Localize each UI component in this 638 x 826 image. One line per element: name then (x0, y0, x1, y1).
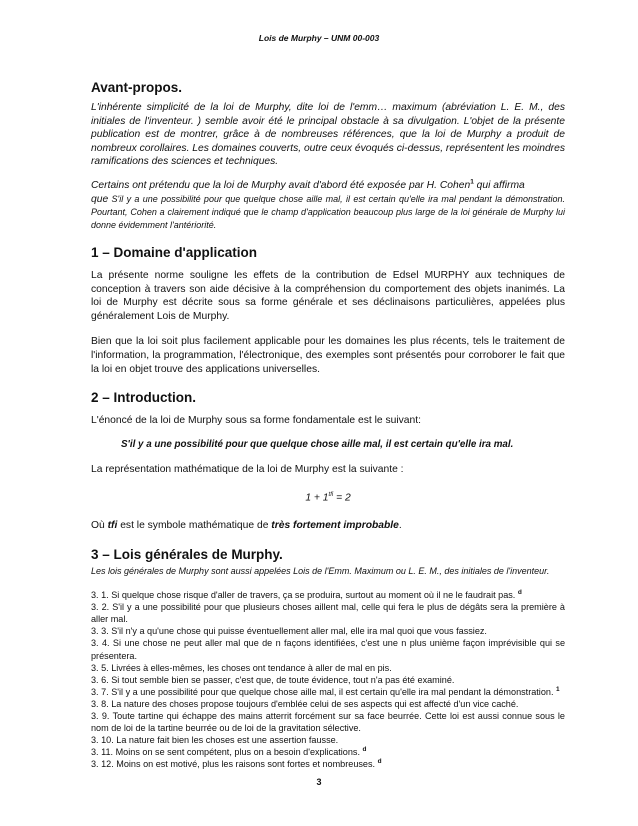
rule-text: 3. 11. Moins on se sent compétent, plus on a besoin d'explications. (91, 747, 360, 758)
rule-footnote: 1 (556, 685, 560, 693)
murphy-law-statement: S'il y a une possibilité pour que quelque chose aille mal, il est certain qu'elle ira mal. (121, 438, 514, 450)
rule-item (91, 674, 565, 686)
rule-footnote: d (377, 758, 382, 766)
rule-text: 3. 7. S'il y a une possibilité pour que quelque chose aille mal, il est certain qu'elle ira mal pendant la démonstration. (91, 686, 554, 697)
tfi-text-c: . (398, 520, 402, 532)
page-number: 3 (316, 777, 322, 787)
page-content (91, 80, 565, 771)
rule-text: 3. 9. Toute tartine qui échappe des mains atterrit forcément sur sa face beurrée. Cette loi est aussi connue sous le nom de loi de la tartine beurrée ou de loi de la gravitation sélective. (91, 711, 565, 734)
rule-footnote: d (362, 746, 367, 754)
rule-text: 3. 12. Moins on est motivé, plus les raisons sont fortes et nombreuses. (91, 759, 376, 770)
avant-propos-paragraph-1: L'inhérente simplicité de la loi de Murphy, dite loi de l'emm… maximum (abréviation L. E. M., des initiales de l'inventeur. ) semble avoir été le principal obstacle à sa divulgation. L'objet de la présente publication est de montrer, grâce à de nombreuses références, que la loi de Murphy a produit de nombreux corollaires. Les domaines couverts, outre ceux évoqués ci-dessus, représentent les moindres ramifications des sciences et techniques. (91, 102, 565, 168)
avant-propos-p3-text: S'il y a une possibilité pour que quelque chose aille mal, il est certain qu'elle ira mal pendant la démonstration. Pourtant, Cohen a clairement indiqué que le champ d'application beaucoup plus large de la loi générale de Murphy lui donne évidemment l'antériorité. (91, 193, 565, 230)
running-header: Lois de Murphy – UNM 00-003 (258, 33, 380, 43)
tfi-meaning: très fortement improbable (271, 520, 399, 532)
rule-item (91, 589, 565, 601)
formula-superscript: tfi (328, 492, 334, 498)
rule-item (91, 637, 565, 661)
rule-text: 3. 2. S'il y a une possibilité pour que plusieurs choses aillent mal, celle qui fera le plus de dégâts sera la première à aller mal. (91, 602, 565, 625)
tfi-text-b: est le symbole mathématique de (117, 520, 272, 532)
footnote-ref-1: 1 (470, 178, 474, 186)
heading-section-2: 2 – Introduction. (91, 390, 197, 406)
murphy-formula (91, 489, 565, 505)
rule-item (91, 662, 565, 674)
formula-part-a: 1 + 1 (305, 492, 329, 504)
avant-propos-p3-lead: que (91, 193, 109, 205)
rule-footnote: d (517, 589, 522, 597)
rules-list (91, 589, 565, 770)
avant-propos-paragraph-2 (91, 179, 565, 193)
avant-propos-p2-text-a: Certains ont prétendu que la loi de Murphy avait d'abord été exposée par H. Cohen (91, 179, 471, 191)
rule-text: 3. 10. La nature fait bien les choses est une assertion fausse. (91, 735, 339, 746)
rule-item (91, 758, 565, 770)
rule-text: 3. 1. Si quelque chose risque d'aller de travers, ça se produira, surtout au moment où il ne le faudrait pas. (91, 590, 516, 601)
rule-text: 3. 8. La nature des choses propose toujours d'emblée celui de ses aspects qui est affecté d'un vice caché. (91, 698, 519, 709)
avant-propos-paragraph-3 (91, 193, 565, 232)
rule-item (91, 746, 565, 758)
section-1-paragraph-2: Bien que la loi soit plus facilement applicable pour les domaines les plus récents, tels le traitement de l'information, la programmation, l'électronique, des exemples sont présentés pour corroborer le fait que la loi en objet trouve des applications universelles. (91, 336, 565, 375)
rule-text: 3. 5. Livrées à elles-mêmes, les choses ont tendance à aller de mal en pis. (91, 662, 392, 673)
section-3-intro: Les lois générales de Murphy sont aussi appelées Lois de l'Emm. Maximum ou L. E. M., des initiales de l'inventeur. (91, 565, 550, 576)
rule-item (91, 734, 565, 746)
section-2-paragraph-2: La représentation mathématique de la loi de Murphy est la suivante : (91, 464, 404, 476)
rule-item (91, 698, 565, 710)
rule-text: 3. 4. Si une chose ne peut aller mal que de n façons identifiées, c'est une n plus unième façon imprévisible qui se présentera. (91, 638, 565, 661)
rule-item (91, 601, 565, 625)
section-2-paragraph-1: L'énoncé de la loi de Murphy sous sa forme fondamentale est le suivant: (91, 415, 421, 427)
rule-item (91, 686, 565, 698)
tfi-symbol: tfi (107, 520, 118, 532)
heading-avant-propos: Avant-propos. (91, 80, 182, 95)
section-2-paragraph-3 (91, 519, 565, 533)
rule-text: 3. 3. S'il n'y a qu'une chose qui puisse éventuellement aller mal, elle ira mal quoi que vous fassiez. (91, 626, 487, 637)
tfi-text-a: Où (91, 520, 108, 532)
heading-section-1: 1 – Domaine d'application (91, 245, 257, 261)
avant-propos-p2-text-b: qui affirma (473, 179, 525, 191)
rule-text: 3. 6. Si tout semble bien se passer, c'est que, de toute évidence, tout n'a pas été examiné. (91, 674, 455, 685)
rule-item (91, 625, 565, 637)
heading-section-3: 3 – Lois générales de Murphy. (91, 546, 283, 562)
section-1-paragraph-1: La présente norme souligne les effets de la contribution de Edsel MURPHY aux techniques de conception à travers son aide décisive à la compréhension du comportement des objets inanimés. La loi de Murphy est décrite sous sa forme générale et ses déclinaisons particulières, appelées plus généralement Lois de Murphy. (91, 270, 565, 322)
rule-item (91, 710, 565, 734)
formula-part-b: = 2 (333, 492, 351, 504)
